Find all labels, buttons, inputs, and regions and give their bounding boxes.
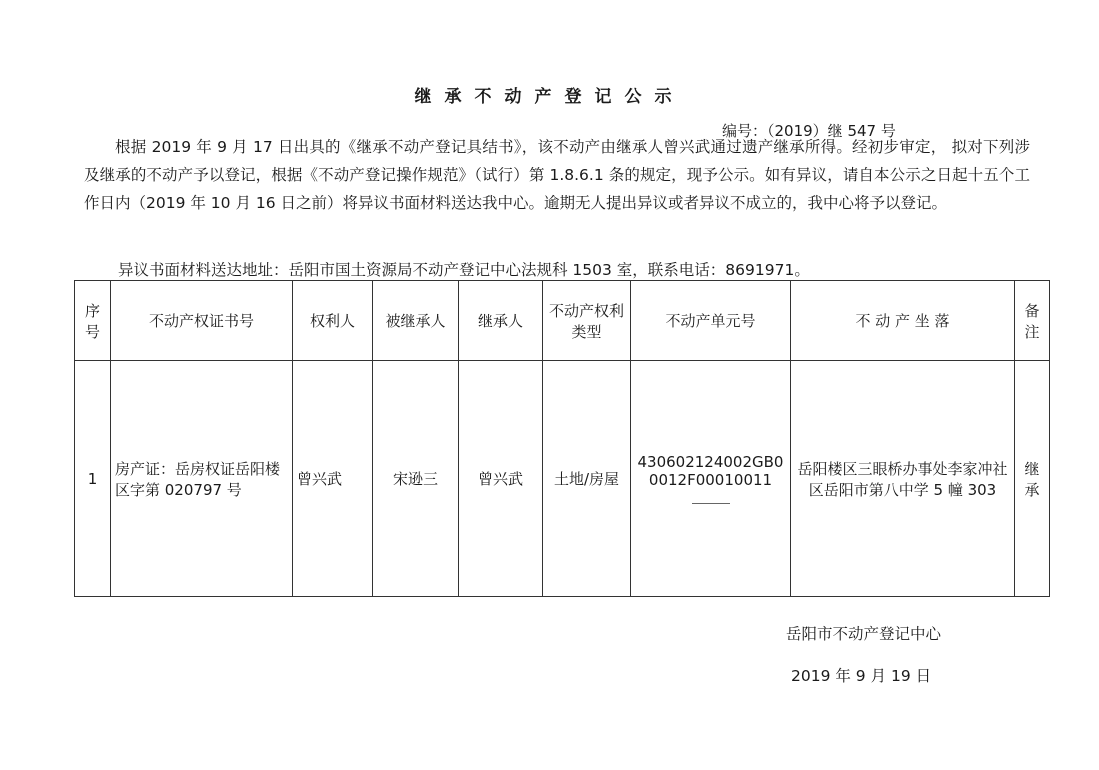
header-remarks: 备注 bbox=[1015, 281, 1050, 361]
table-header-row bbox=[75, 281, 1050, 361]
cell-right-type: 土地/房屋 bbox=[543, 361, 631, 597]
issue-date: 2019 年 9 月 19 日 bbox=[791, 667, 932, 685]
header-cert-number: 不动产权证书号 bbox=[111, 281, 293, 361]
header-index: 序号 bbox=[75, 281, 111, 361]
cell-unit-number: 430602124002GB00012F00010011 bbox=[637, 453, 784, 489]
notice-number: 编号：（2019）继 547 号 bbox=[722, 122, 896, 140]
notice-body: 根据 2019 年 9 月 17 日出具的《继承不动产登记具结书》，该不动产由继承人曾兴武通过遗产继承所得。经初步审定， 拟对下列涉及继承的不动产予以登记，根据《不动产登记操作规范》（试行）第 1.8.6.1 条的规定，现予公示。如有异议，请自本公示之日起十五个工作日内（2019 年 10 月 16 日之前）将异议书面材料送达我中心。逾期无人提出异议或者异议不成立的，我中心将予以登记。 bbox=[84, 138, 1030, 212]
cell-heir: 曾兴武 bbox=[459, 361, 543, 597]
header-heir: 继承人 bbox=[459, 281, 543, 361]
cell-index: 1 bbox=[75, 361, 111, 597]
objection-address: 异议书面材料送达地址：岳阳市国土资源局不动产登记中心法规科 1503 室，联系电话：8691971。 bbox=[118, 261, 810, 279]
cell-remarks: 继承 bbox=[1015, 361, 1050, 597]
header-location: 不 动 产 坐 落 bbox=[791, 281, 1015, 361]
cell-right-holder: 曾兴武 bbox=[293, 361, 373, 597]
issuing-org: 岳阳市不动产登记中心 bbox=[786, 625, 942, 643]
cell-unit-number-wrap bbox=[631, 361, 791, 597]
cell-decedent: 宋逊三 bbox=[373, 361, 459, 597]
table-row bbox=[75, 361, 1050, 597]
notice-title: 继承不动产登记公示 bbox=[414, 87, 685, 107]
cell-cert-number: 房产证：岳房权证岳阳楼区字第 020797 号 bbox=[111, 361, 293, 597]
dash-line bbox=[692, 503, 730, 504]
header-right-type: 不动产权利类型 bbox=[543, 281, 631, 361]
header-right-holder: 权利人 bbox=[293, 281, 373, 361]
header-unit-number: 不动产单元号 bbox=[631, 281, 791, 361]
cell-location: 岳阳楼区三眼桥办事处李家冲社区岳阳市第八中学 5 幢 303 bbox=[791, 361, 1015, 597]
registration-table bbox=[74, 280, 1050, 597]
header-decedent: 被继承人 bbox=[373, 281, 459, 361]
